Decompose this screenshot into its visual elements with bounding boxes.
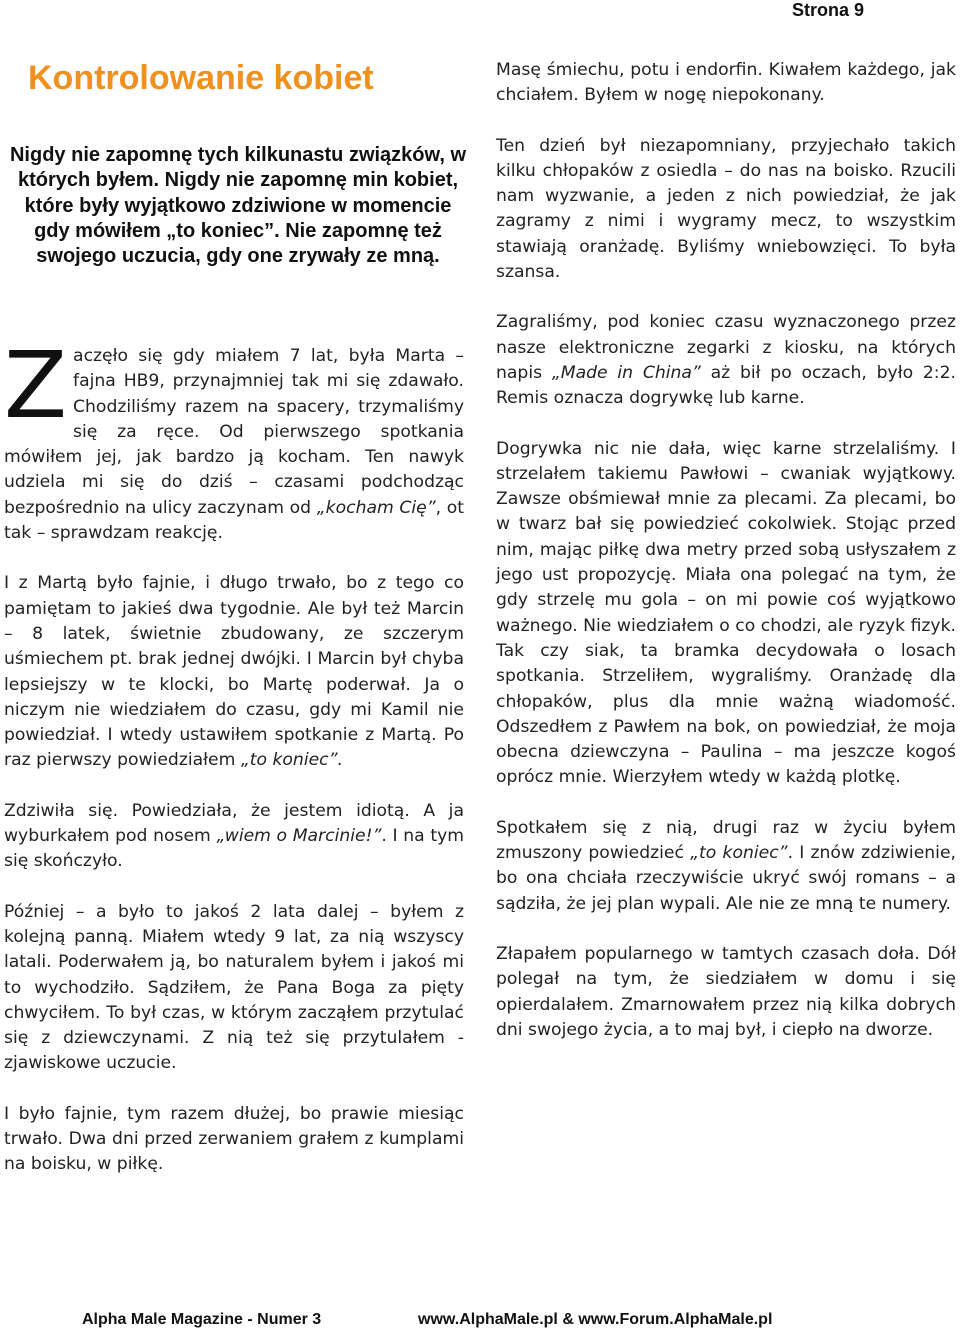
- emphasis-text: „Made in China”: [551, 362, 701, 383]
- paragraph-8: [496, 310, 956, 411]
- footer-magazine-name: Alpha Male Magazine - Numer 3: [82, 1311, 322, 1328]
- paragraph-text: aczęło się gdy miałem 7 lat, była Marta – fajna HB9, przynajmniej tak mi się zdawało. Chodziliśmy razem na spacery, trzymaliśmy się za ręce. Od pierwszego spotkania mówiłem jej, jak bardzo ją kocham. Ten nawyk udziela mi się do dziś – czasami podchodząc bezpośrednio na ulicy zaczynam od: [4, 346, 464, 518]
- footer-website-links: www.AlphaMale.pl & www.Forum.AlphaMale.pl: [418, 1311, 773, 1328]
- paragraph-7: Ten dzień był niezapomniany, przyjechało takich kilku chłopaków z osiedla – do nas na boisko. Rzucili nam wyzwanie, a jeden z nich powiedział, że jak zagramy z nimi i wygramy mecz, to wszystkim stawiają oranżadę. Byliśmy wniebowzięci. To była szansa.: [496, 135, 956, 283]
- paragraph-6: Masę śmiechu, potu i endorfin. Kiwałem każdego, jak chciałem. Byłem w nogę niepokonany.: [496, 60, 956, 106]
- paragraph-text: , ot tak – sprawdzam reakcję.: [4, 497, 465, 544]
- right-column-body: [496, 58, 956, 1068]
- paragraph-3: [4, 799, 464, 875]
- page-number: Strona 9: [791, 0, 864, 20]
- paragraph-text: aż bił po oczach, było 2:2. Remis oznacza dogrywkę lub karne.: [496, 362, 957, 409]
- emphasis-text: „to koniec”: [690, 843, 788, 864]
- paragraph-2: [4, 571, 464, 773]
- article-lead: Nigdy nie zapomnę tych kilkunastu związków, w których byłem. Nigdy nie zapomnę min kobiet, które były wyjątkowo zdziwione w momencie gdy mówiłem „to koniec”. Nie zapomnę też swojego uczucia, gdy one zrywały ze mną.: [9, 144, 466, 268]
- paragraph-text: I z Martą było fajnie, i długo trwało, bo z tego co pamiętam to jakieś dwa tygodnie. Ale był też Marcin – 8 latek, świetnie zbudowany, ze szczerym uśmiechem pt. brak jednej dwójki. I Marcin był chyba lepsiejszy w te klocki, bo Martę poderwał. Ja o niczym nie wiedziałem do czasu, gdy mi Kamil nie powiedział. I wtedy ustawiłem spotkanie z Martą. Po raz pierwszy powiedziałem: [4, 573, 464, 771]
- emphasis-text: „to koniec”.: [240, 750, 343, 771]
- paragraph-text: Zagraliśmy, pod koniec czasu wyznaczonego przez nasze elektroniczne zegarki z kiosku, na których napis: [496, 312, 956, 383]
- paragraph-10: [496, 816, 956, 917]
- paragraph-1: [4, 332, 465, 546]
- paragraph-9: Dogrywka nic nie dała, więc karne strzelaliśmy. I strzelałem takiemu Pawłowi – cwaniak wyjątkowy. Zawsze obśmiewał mnie za plecami. Za plecami, bo w twarz bał się powiedzieć cokolwiek. Stojąc przed nim, mając piłkę dwa metry przed sobą usłyszałem z jego ust propozycję. Miała ona polegać na tym, że gdy strzelę mu gola – on mi powie coś wyjątkowo ważnego. Nie wiedziałem o co chodzi, ale ryzyk fizyk. Tak czy siak, ta bramka decydowała o losach spotkania. Strzeliłem, wygraliśmy. Oranżadę dla chłopaków, plus dla mnie ważną wiadomość. Odszedłem z Pawłem na bok, on powiedział, że moja obecna dziewczyna – Paulina – ma jeszcze kogoś oprócz mnie. Wierzyłem wtedy w każdą plotkę.: [496, 438, 956, 788]
- paragraph-text: Zdziwiła się. Powiedziała, że jestem idiotą. A ja wyburkałem pod nosem: [4, 800, 464, 847]
- dropcap: Z: [4, 332, 68, 439]
- paragraph-5: I było fajnie, tym razem dłużej, bo prawie miesiąc trwało. Dwa dni przed zerwaniem grałem z kumplami na boisku, w piłkę.: [4, 1103, 464, 1175]
- paragraph-text: . I na tym się skończyło.: [4, 826, 464, 872]
- emphasis-text: „wiem o Marcinie!”: [216, 826, 382, 847]
- paragraph-text: Spotkałem się z nią, drugi raz w życiu byłem zmuszony powiedzieć: [496, 817, 956, 864]
- paragraph-4: Później – a było to jakoś 2 lata dalej – byłem z kolejną panną. Miałem wtedy 9 lat, za nią wszyscy latali. Poderwałem ją, bo naturalem byłem i jakoś mi to wychodziło. Sądziłem, że Pana Boga za pięty chwyciłem. To był czas, w którym zacząłem przytulać się z dziewczynami. Z nią też się przytulałem - zjawiskowe uczucie.: [4, 901, 464, 1074]
- paragraph-text: . I znów zdziwienie, bo ona chciała rzeczywiście ukryć swój romans – a sądziła, że jej plan wypali. Ale nie ze mną te numery.: [496, 843, 956, 914]
- paragraph-11: Złapałem popularnego w tamtych czasach doła. Dół polegał na tym, że siedziałem w domu i się opierdalałem. Zmarnowałem przez nią kilka dobrych dni swojego życia, a to maj był, i ciepło na dworze.: [496, 943, 956, 1040]
- article-title: Kontrolowanie kobiet: [28, 59, 374, 97]
- left-column-body: [4, 332, 465, 1203]
- emphasis-text: „kocham Cię”: [316, 497, 436, 518]
